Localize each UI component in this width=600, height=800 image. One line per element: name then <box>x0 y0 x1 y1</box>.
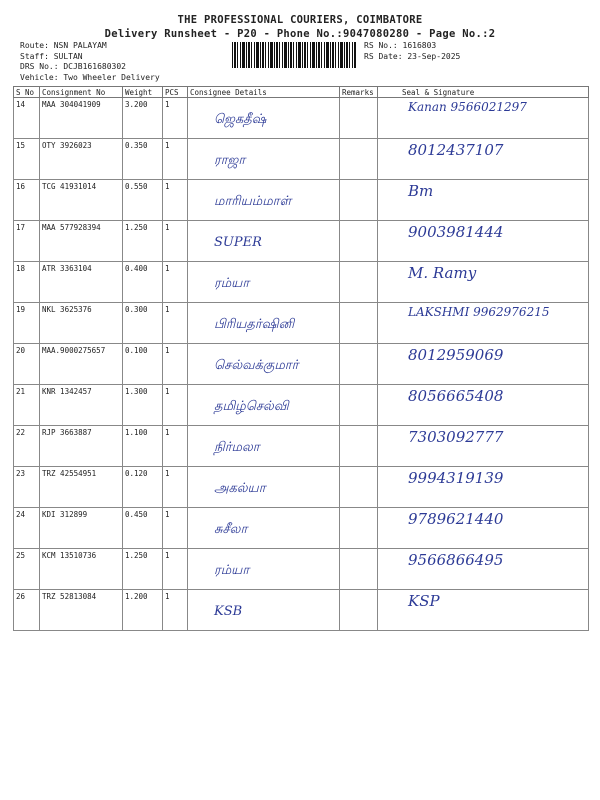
runsheet-meta-right <box>364 41 460 62</box>
pieces-cell: 1 <box>163 467 188 508</box>
table-row <box>14 549 589 590</box>
table-row <box>14 180 589 221</box>
handwritten-signature: 9789621440 <box>408 510 504 528</box>
pieces-cell: 1 <box>163 549 188 590</box>
consignee-cell <box>188 508 340 549</box>
remarks-cell <box>340 508 378 549</box>
remarks-cell <box>340 549 378 590</box>
serial-number-cell: 22 <box>14 426 40 467</box>
consignee-cell <box>188 262 340 303</box>
consignment-number-cell: KDI 312899 <box>40 508 123 549</box>
table-header-row <box>14 87 589 98</box>
serial-number-cell: 21 <box>14 385 40 426</box>
serial-number-cell: 17 <box>14 221 40 262</box>
weight-cell: 0.300 <box>123 303 163 344</box>
consignment-number-cell: OTY 3926023 <box>40 139 123 180</box>
weight-cell: 1.100 <box>123 426 163 467</box>
consignee-cell <box>188 303 340 344</box>
runsheet-meta-left <box>20 41 160 83</box>
signature-cell <box>378 549 589 590</box>
pieces-cell: 1 <box>163 98 188 139</box>
column-header: Remarks <box>340 87 378 98</box>
consignment-number-cell: MAA.9000275657 <box>40 344 123 385</box>
pieces-cell: 1 <box>163 180 188 221</box>
remarks-cell <box>340 590 378 631</box>
handwritten-consignee-name: அகல்யா <box>214 481 266 496</box>
pieces-cell: 1 <box>163 426 188 467</box>
remarks-cell <box>340 467 378 508</box>
table-row <box>14 262 589 303</box>
handwritten-signature: 9003981444 <box>408 223 504 241</box>
signature-cell <box>378 344 589 385</box>
vehicle-text: Vehicle: Two Wheeler Delivery <box>20 72 160 82</box>
consignment-number-cell: MAA 577928394 <box>40 221 123 262</box>
weight-cell: 0.100 <box>123 344 163 385</box>
consignee-cell <box>188 344 340 385</box>
weight-cell: 1.250 <box>123 221 163 262</box>
remarks-cell <box>340 221 378 262</box>
table-row <box>14 508 589 549</box>
handwritten-signature: 9566866495 <box>408 551 504 569</box>
handwritten-signature: Kanan 9566021297 <box>408 100 527 114</box>
column-header: Consignment No <box>40 87 123 98</box>
column-header: Weight <box>123 87 163 98</box>
table-row <box>14 426 589 467</box>
signature-cell <box>378 262 589 303</box>
handwritten-signature: 7303092777 <box>408 428 504 446</box>
handwritten-signature: M. Ramy <box>408 264 477 282</box>
signature-cell <box>378 139 589 180</box>
rs-number-text: RS No.: 1616803 <box>364 41 437 50</box>
signature-cell <box>378 590 589 631</box>
signature-cell <box>378 508 589 549</box>
handwritten-signature: 8012959069 <box>408 346 504 364</box>
handwritten-signature: 8012437107 <box>408 141 504 159</box>
consignment-number-cell: KNR 1342457 <box>40 385 123 426</box>
column-header: PCS <box>163 87 188 98</box>
consignment-number-cell: TRZ 42554951 <box>40 467 123 508</box>
barcode-image <box>232 42 356 68</box>
weight-cell: 1.200 <box>123 590 163 631</box>
pieces-cell: 1 <box>163 221 188 262</box>
consignment-number-cell: KCM 13510736 <box>40 549 123 590</box>
consignee-cell <box>188 426 340 467</box>
signature-cell <box>378 303 589 344</box>
consignee-cell <box>188 385 340 426</box>
consignee-cell <box>188 590 340 631</box>
consignment-number-cell: RJP 3663887 <box>40 426 123 467</box>
consignee-cell <box>188 180 340 221</box>
table-row <box>14 590 589 631</box>
table-row <box>14 221 589 262</box>
consignment-number-cell: TRZ 52813084 <box>40 590 123 631</box>
remarks-cell <box>340 180 378 221</box>
handwritten-consignee-name: ராஜா <box>214 153 246 168</box>
column-header: Seal & Signature <box>378 87 589 98</box>
table-row <box>14 467 589 508</box>
table-row <box>14 303 589 344</box>
serial-number-cell: 16 <box>14 180 40 221</box>
weight-cell: 0.350 <box>123 139 163 180</box>
handwritten-consignee-name: செல்வக்குமார் <box>214 358 299 373</box>
weight-cell: 1.300 <box>123 385 163 426</box>
serial-number-cell: 15 <box>14 139 40 180</box>
serial-number-cell: 20 <box>14 344 40 385</box>
handwritten-consignee-name: ரம்யா <box>214 563 250 578</box>
table-row <box>14 385 589 426</box>
consignee-cell <box>188 139 340 180</box>
serial-number-cell: 24 <box>14 508 40 549</box>
signature-cell <box>378 467 589 508</box>
runsheet-subtitle: Delivery Runsheet - P20 - Phone No.:9047080280 - Page No.:2 <box>104 28 496 40</box>
remarks-cell <box>340 139 378 180</box>
handwritten-consignee-name: KSB <box>214 604 243 619</box>
remarks-cell <box>340 344 378 385</box>
handwritten-signature: 8056665408 <box>408 387 504 405</box>
remarks-cell <box>340 426 378 467</box>
weight-cell: 3.200 <box>123 98 163 139</box>
delivery-table <box>13 86 589 631</box>
handwritten-signature: Bm <box>408 182 434 200</box>
pieces-cell: 1 <box>163 508 188 549</box>
handwritten-signature: 9994319139 <box>408 469 504 487</box>
pieces-cell: 1 <box>163 262 188 303</box>
weight-cell: 0.550 <box>123 180 163 221</box>
consignee-cell <box>188 98 340 139</box>
handwritten-signature: LAKSHMI 9962976215 <box>408 305 550 319</box>
handwritten-consignee-name: SUPER <box>214 235 262 250</box>
serial-number-cell: 14 <box>14 98 40 139</box>
serial-number-cell: 19 <box>14 303 40 344</box>
staff-text: Staff: SULTAN <box>20 51 83 61</box>
serial-number-cell: 23 <box>14 467 40 508</box>
consignee-cell <box>188 549 340 590</box>
remarks-cell <box>340 262 378 303</box>
signature-cell <box>378 98 589 139</box>
handwritten-consignee-name: ஜெகதீஷ் <box>214 112 267 127</box>
handwritten-consignee-name: மாரியம்மாள் <box>214 194 292 209</box>
handwritten-consignee-name: பிரியதர்ஷினி <box>214 317 295 332</box>
signature-cell <box>378 221 589 262</box>
weight-cell: 0.400 <box>123 262 163 303</box>
table-row <box>14 139 589 180</box>
pieces-cell: 1 <box>163 385 188 426</box>
remarks-cell <box>340 385 378 426</box>
table-row <box>14 98 589 139</box>
column-header: S No <box>14 87 40 98</box>
pieces-cell: 1 <box>163 344 188 385</box>
consignment-number-cell: TCG 41931014 <box>40 180 123 221</box>
pieces-cell: 1 <box>163 303 188 344</box>
drs-text: DRS No.: DCJB161680302 <box>20 62 126 71</box>
column-header: Consignee Details <box>188 87 340 98</box>
pieces-cell: 1 <box>163 590 188 631</box>
handwritten-signature: KSP <box>408 592 440 610</box>
rs-date-text: RS Date: 23-Sep-2025 <box>364 51 461 61</box>
serial-number-cell: 26 <box>14 590 40 631</box>
serial-number-cell: 18 <box>14 262 40 303</box>
consignment-number-cell: MAA 304041909 <box>40 98 123 139</box>
signature-cell <box>378 180 589 221</box>
consignee-cell <box>188 467 340 508</box>
table-row <box>14 344 589 385</box>
signature-cell <box>378 426 589 467</box>
remarks-cell <box>340 98 378 139</box>
consignee-cell <box>188 221 340 262</box>
handwritten-consignee-name: தமிழ்செல்வி <box>214 399 289 414</box>
company-title: THE PROFESSIONAL COURIERS, COIMBATORE <box>177 14 423 26</box>
handwritten-consignee-name: நிர்மலா <box>214 440 260 455</box>
route-text: Route: NSN PALAYAM <box>20 41 107 50</box>
weight-cell: 0.450 <box>123 508 163 549</box>
serial-number-cell: 25 <box>14 549 40 590</box>
pieces-cell: 1 <box>163 139 188 180</box>
weight-cell: 1.250 <box>123 549 163 590</box>
handwritten-consignee-name: ரம்யா <box>214 276 250 291</box>
signature-cell <box>378 385 589 426</box>
consignment-number-cell: NKL 3625376 <box>40 303 123 344</box>
weight-cell: 0.120 <box>123 467 163 508</box>
handwritten-consignee-name: சுசீலா <box>214 522 248 537</box>
remarks-cell <box>340 303 378 344</box>
consignment-number-cell: ATR 3363104 <box>40 262 123 303</box>
